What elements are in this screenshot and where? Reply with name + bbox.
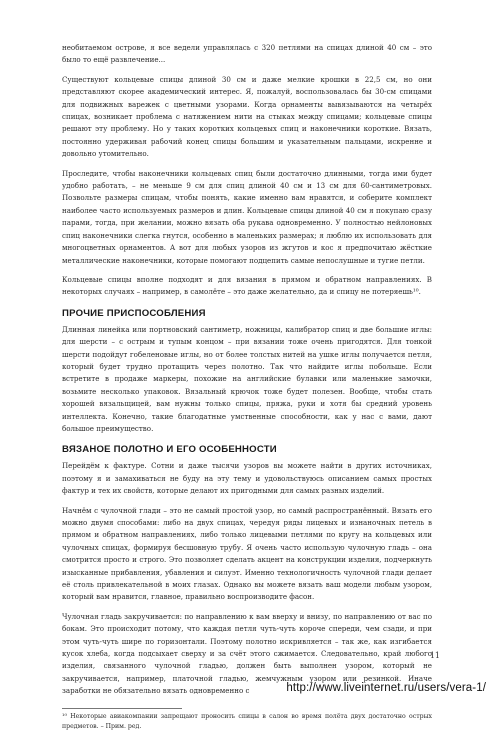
fabric-paragraph-2: Начнём с чулочной глади – это не самый простой узор, но самый распространённый. Вязать его можно двумя способами: либо на двух спицах, чередуя ряды лицевых и изнаночных петель в прямом и обратном направлениях, либо только лицевыми петлями по кругу на кольцевых или чулочных спицах, формируя бесшовную трубу. Я очень часто использую чулочную гладь – она смотрится просто и строго. Это позволяет сделать акцент на конструкции изделия, подчеркнуть изысканные прибавления, убавления и силуэт. Именно технологичность чулочной глади делает её столь привлекательной в моих глазах. Однако вы можете вязать ваш модели любым узором, который вам нравится, главное, правильно воспроизводите фасон. [62,505,432,602]
page-number: 11 [429,651,440,660]
section-heading-tools: ПРОЧИЕ ПРИСПОСОБЛЕНИЯ [62,307,206,319]
footnote-divider [62,708,182,709]
footnote: ¹⁰ Некоторые авиакомпании запрещают проносить спицы в салон во время полёта двух достаточно острых предметов. – Прим. ред. [62,712,432,730]
intro-block [62,42,432,299]
intro-paragraph-3: Проследите, чтобы наконечники кольцевых спиц были достаточно длинными, тогда ими будет удобно работать, – не меньше 9 см для спиц длиной 40 см и 13 см для 60-сантиметровых. Позвольте размеры спицам, чтобы понять, какие именно вам нравятся, и соберите комплект наиболее часто используемых размеров и длин. Кольцевые спицы длиной 40 см я покупаю сразу парами, тогда, при желании, можно вязать оба рукава одновременно. У полностью нейлоновых спиц наконечники слегка гнутся, особенно в маленьких размерах; я люблю их использовать для многоцветных орнаментов. А вот для любых узоров из жгутов и кос я предпочитаю жёсткие металлические наконечники, которые помогают подцепить самые непослушные и тугие петли. [62,168,432,265]
intro-paragraph-4: Кольцевые спицы вполне подходят и для вязания в прямом и обратном направлениях. В некоторых случаях – например, в самолёте – это даже желательно, да и спицу не потеряешь¹⁰. [62,274,432,297]
watermark-url: http://www.liveinternet.ru/users/vera-1/ [286,682,486,694]
fabric-paragraph-3: Чулочная гладь закручивается: по направлению к вам вверху и внизу, по направлению от вас по бокам. Это происходит потому, что каждая петля чуть-чуть короче спереди, чем сзади, и при этом чуть-чуть шире по горизонтали. Поэтому полотно искривляется – так же, как изгибается кусок хлеба, когда подсыхает сверху и за счёт этого сжимается. Следовательно, край любого изделия, связанного чулочной гладью, должен быть выполнен узором, который не закручивается, например, платочной гладью, жемчужным узором или резинкой. Иначе заработки не обязательно вязать одновременно с [62,611,432,696]
intro-paragraph-1: необитаемом острове, я все ведели управлялась с 320 петлями на спицах длиной 40 см – это было то ещё развлечение... [62,43,432,65]
fabric-paragraph-1: Перейдём к фактуре. Сотни и даже тысячи узоров вы можете найти в других источниках, поэтому я и замахиваться не буду на эту тему и удовольствуюсь описанием самых простых фактур и тех их свойств, которые делают их пригодными для самых разных изделий. [62,461,432,496]
section-heading-fabric: ВЯЗАНОЕ ПОЛОТНО И ЕГО ОСОБЕННОСТИ [62,444,277,456]
intro-paragraph-2: Существуют кольцевые спицы длиной 30 см и даже мелкие крошки в 22,5 см, но они представляют скорее академический интерес. Я, пожалуй, воспользовалась бы 30-см спицами для подвижных варежек с цветными узорами. Когда орнаменты вывязываются на четырёх спицах, возникает проблема с натяжением нити на стыках между спицами; кольцевые спицы решают эту проблему. Но у таких коротких кольцевых спиц и наконечники короткие. Вязать, постоянно удерживая рабочий конец спицы большим и указательным пальцами, искренне и довольно утомительно. [62,74,432,159]
tools-paragraph: Длинная линейка или портновский сантиметр, ножницы, калибратор спиц и две большие иглы: для шерсти – с острым и тупым концом – при вязании тоже очень пригодятся. Для тонкой шерсти подойдут гобеленовые иглы, но от более толстых нитей на ушке иглы получается петля, который будет трудно протащить через полотно. Так что найдите иглы побольше. Если встретите в продаже маркеры, похожие на английские булавки или маленькие замочки, возьмите несколько упаковок. Вязальный крючок тоже будет полезен. Вообще, чтобы стать хорошей вязальщицей, вам нужны только спицы, пряжа, руки и хотя бы средний уровень интеллекта. Конечно, такие благодатные умственные способности, как у нас с вами, дают большое преимущество. [62,324,432,433]
